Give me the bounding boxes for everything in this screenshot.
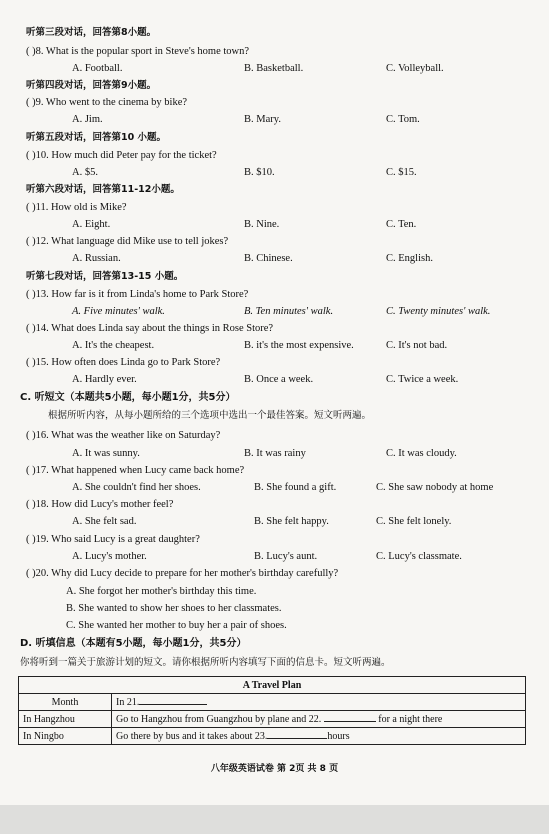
- table-row: [19, 694, 526, 711]
- question-12: ( )12. What language did Mike use to tell jokes?: [26, 236, 229, 247]
- q14-option-a: A. It's the cheapest.: [72, 340, 155, 351]
- q15-option-c: C. Twice a week.: [386, 374, 459, 385]
- question-8: ( )8. What is the popular sport in Steve's home town?: [26, 46, 250, 57]
- question-20: ( )20. Why did Lucy decide to prepare for her mother's birthday carefully?: [26, 568, 339, 579]
- q19-option-a: A. Lucy's mother.: [72, 551, 147, 562]
- ningbo-text-after: hours: [327, 730, 350, 742]
- scan-margin: [0, 805, 549, 834]
- q10-option-b: B. $10.: [244, 167, 275, 178]
- question-19: ( )19. Who said Lucy is a great daughter?: [26, 534, 200, 545]
- section-c-instruction: 根据所听内容，从每小题所给的三个选项中选出一个最佳答案。短文听两遍。: [48, 410, 372, 421]
- q15-option-b: B. Once a week.: [244, 374, 314, 385]
- q12-option-c: C. English.: [386, 253, 433, 264]
- q11-option-a: A. Eight.: [72, 219, 111, 230]
- q13-option-b: B. Ten minutes' walk.: [244, 306, 334, 317]
- dialog-7-heading: 听第七段对话，回答第13-15 小题。: [26, 271, 184, 282]
- travel-plan-header: A Travel Plan: [19, 677, 526, 694]
- q20-option-b: B. She wanted to show her shoes to her classmates.: [66, 603, 282, 614]
- question-18: ( )18. How did Lucy's mother feel?: [26, 499, 174, 510]
- q9-option-b: B. Mary.: [244, 114, 281, 125]
- dialog-3-heading: 听第三段对话，回答第8小题。: [26, 27, 157, 38]
- question-17: ( )17. What happened when Lucy came back home?: [26, 465, 245, 476]
- q18-option-a: A. She felt sad.: [72, 516, 137, 527]
- q16-option-a: A. It was sunny.: [72, 448, 140, 459]
- row-content-month: [112, 694, 526, 711]
- q8-option-b: B. Basketball.: [244, 63, 304, 74]
- row-content-hangzhou: [112, 711, 526, 728]
- q12-option-b: B. Chinese.: [244, 253, 293, 264]
- travel-plan-table: [18, 676, 526, 745]
- answer-blank-22[interactable]: [324, 721, 376, 722]
- section-d-title: D. 听填信息（本题有5小题，每小题1分，共5分）: [20, 638, 247, 649]
- q13-option-c: C. Twenty minutes' walk.: [386, 306, 491, 317]
- dialog-6-heading: 听第六段对话，回答第11-12小题。: [26, 184, 180, 195]
- dialog-5-heading: 听第五段对话，回答第10 小题。: [26, 132, 167, 143]
- q12-option-a: A. Russian.: [72, 253, 121, 264]
- q20-option-a: A. She forgot her mother's birthday this time.: [66, 586, 257, 597]
- q10-option-a: A. $5.: [72, 167, 98, 178]
- row-label-ningbo: In Ningbo: [19, 728, 112, 745]
- section-c-title: C. 听短文（本题共5小题，每小题1分，共5分）: [20, 392, 236, 403]
- q11-option-c: C. Ten.: [386, 219, 417, 230]
- q20-option-c: C. She wanted her mother to buy her a pair of shoes.: [66, 620, 287, 631]
- q8-option-c: C. Volleyball.: [386, 63, 444, 74]
- row-content-ningbo: [112, 728, 526, 745]
- q18-option-c: C. She felt lonely.: [376, 516, 452, 527]
- q17-option-a: A. She couldn't find her shoes.: [72, 482, 201, 493]
- q13-option-a: A. Five minutes' walk.: [72, 306, 165, 317]
- ningbo-text: Go there by bus and it takes about 23.: [116, 730, 268, 742]
- q17-option-b: B. She found a gift.: [254, 482, 337, 493]
- q9-option-c: C. Tom.: [386, 114, 420, 125]
- table-row: [19, 711, 526, 728]
- q19-option-c: C. Lucy's classmate.: [376, 551, 462, 562]
- question-10: ( )10. How much did Peter pay for the ticket?: [26, 150, 217, 161]
- row-label-month: Month: [19, 694, 112, 711]
- question-14: ( )14. What does Linda say about the things in Rose Store?: [26, 323, 274, 334]
- q9-option-a: A. Jim.: [72, 114, 103, 125]
- question-16: ( )16. What was the weather like on Saturday?: [26, 430, 221, 441]
- answer-blank-21[interactable]: [139, 704, 207, 705]
- hangzhou-text-after: for a night there: [378, 713, 443, 725]
- question-15: ( )15. How often does Linda go to Park Store?: [26, 357, 221, 368]
- q10-option-c: C. $15.: [386, 167, 417, 178]
- question-9: ( )9. Who went to the cinema by bike?: [26, 97, 188, 108]
- q17-option-c: C. She saw nobody at home: [376, 482, 494, 493]
- dialog-4-heading: 听第四段对话，回答第9小题。: [26, 80, 157, 91]
- q19-option-b: B. Lucy's aunt.: [254, 551, 318, 562]
- hangzhou-text: Go to Hangzhou from Guangzhou by plane and 22.: [116, 713, 322, 725]
- page-footer: 八年级英语试卷 第 2页 共 8 页: [210, 764, 339, 774]
- q16-option-c: C. It was cloudy.: [386, 448, 457, 459]
- month-text: In 21.: [116, 696, 140, 708]
- q18-option-b: B. She felt happy.: [254, 516, 329, 527]
- q15-option-a: A. Hardly ever.: [72, 374, 137, 385]
- q8-option-a: A. Football.: [72, 63, 123, 74]
- q14-option-c: C. It's not bad.: [386, 340, 448, 351]
- answer-blank-23[interactable]: [267, 738, 327, 739]
- q11-option-b: B. Nine.: [244, 219, 280, 230]
- question-11: ( )11. How old is Mike?: [26, 202, 127, 213]
- section-d-instruction: 你将听到一篇关于旅游计划的短文。请你根据所听内容填写下面的信息卡。短文听两遍。: [20, 657, 391, 668]
- row-label-hangzhou: In Hangzhou: [19, 711, 112, 728]
- table-row: [19, 728, 526, 745]
- q16-option-b: B. It was rainy: [244, 448, 306, 459]
- question-13: ( )13. How far is it from Linda's home to Park Store?: [26, 289, 249, 300]
- q14-option-b: B. it's the most expensive.: [244, 340, 354, 351]
